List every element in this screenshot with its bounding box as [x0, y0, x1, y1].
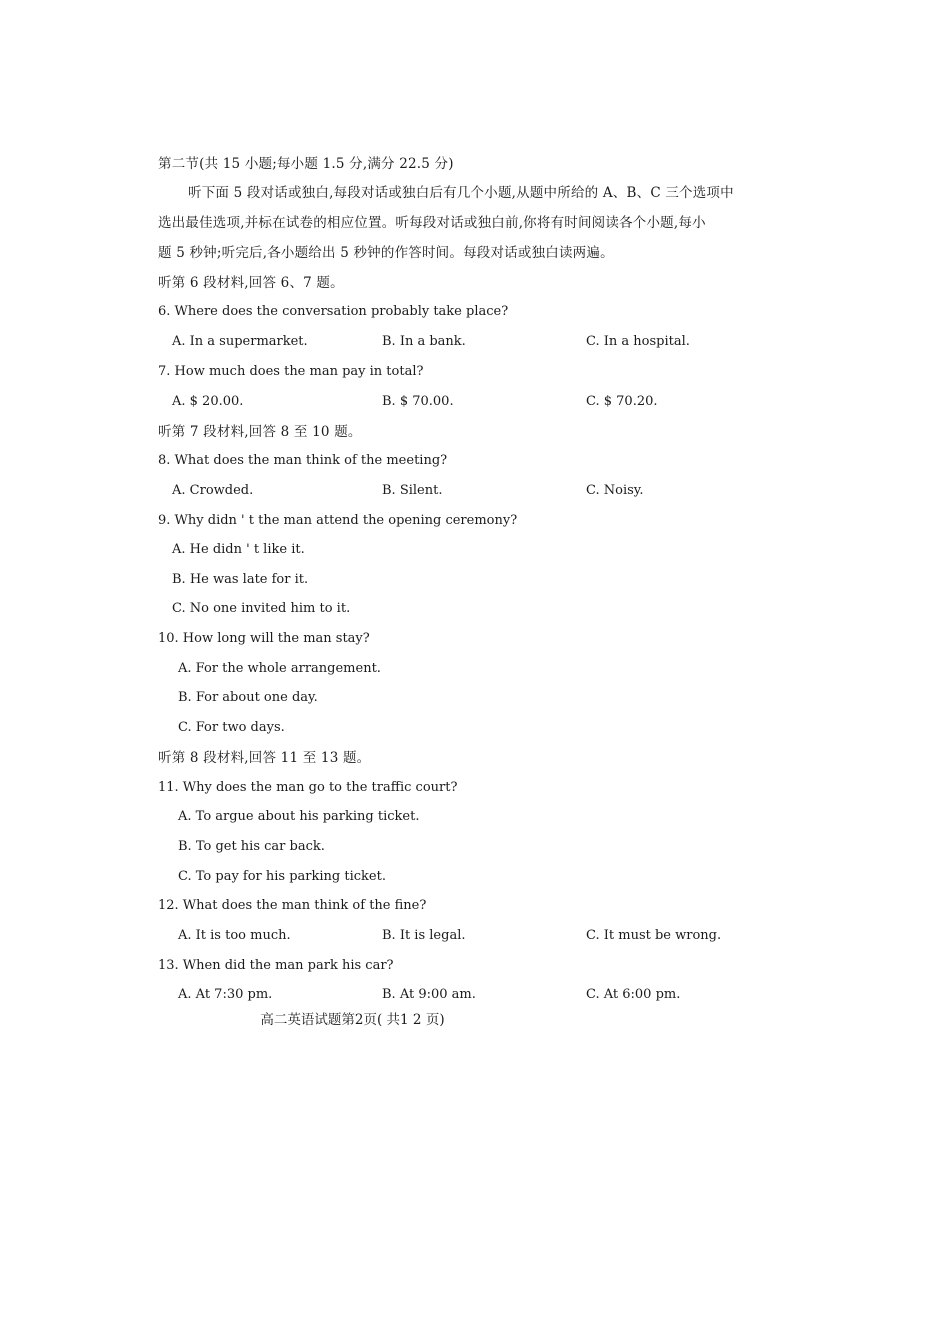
question-9-option-c: C. No one invited him to it.: [172, 601, 351, 616]
question-12-option-c: C. It must be wrong.: [586, 928, 722, 943]
question-stem-11: 11. Why does the man go to the traffic court?: [158, 780, 458, 795]
question-11-option-c: C. To pay for his parking ticket.: [178, 869, 386, 884]
question-stem-13: 13. When did the man park his car?: [158, 958, 394, 973]
group-heading-7: 听第 7 段材料,回答 8 至 10 题。: [158, 424, 362, 440]
question-8-option-b: B. Silent.: [382, 483, 443, 498]
question-stem-7: 7. How much does the man pay in total?: [158, 364, 424, 379]
question-13-option-c: C. At 6:00 pm.: [586, 987, 681, 1002]
question-stem-10: 10. How long will the man stay?: [158, 631, 370, 646]
section-heading: 第二节(共 15 小题;每小题 1.5 分,满分 22.5 分): [158, 156, 454, 172]
question-9-option-b: B. He was late for it.: [172, 572, 309, 587]
question-6-option-c: C. In a hospital.: [586, 334, 690, 349]
question-12-option-a: A. It is too much.: [178, 928, 291, 943]
question-8-option-c: C. Noisy.: [586, 483, 644, 498]
question-6-option-a: A. In a supermarket.: [172, 334, 308, 349]
question-stem-8: 8. What does the man think of the meeting?: [158, 453, 448, 468]
question-11-option-a: A. To argue about his parking ticket.: [178, 809, 420, 824]
question-13-option-a: A. At 7:30 pm.: [178, 987, 273, 1002]
question-6-option-b: B. In a bank.: [382, 334, 466, 349]
instructions-line-2: 选出最佳选项,并标在试卷的相应位置。听每段对话或独白前,你将有时间阅读各个小题,每小: [158, 215, 706, 231]
question-9-option-a: A. He didn ' t like it.: [172, 542, 305, 557]
question-stem-9: 9. Why didn ' t the man attend the opening ceremony?: [158, 513, 518, 528]
question-11-option-b: B. To get his car back.: [178, 839, 325, 854]
group-heading-6: 听第 6 段材料,回答 6、7 题。: [158, 275, 344, 291]
page-footer: 高二英语试题第2页( 共1 2 页): [260, 1012, 445, 1028]
question-12-option-b: B. It is legal.: [382, 928, 466, 943]
question-8-option-a: A. Crowded.: [172, 483, 254, 498]
question-7-option-b: B. $ 70.00.: [382, 394, 454, 409]
question-10-option-a: A. For the whole arrangement.: [178, 661, 381, 676]
question-7-option-c: C. $ 70.20.: [586, 394, 658, 409]
question-10-option-b: B. For about one day.: [178, 690, 318, 705]
question-10-option-c: C. For two days.: [178, 720, 285, 735]
question-stem-12: 12. What does the man think of the fine?: [158, 898, 427, 913]
instructions-line-1: 听下面 5 段对话或独白,每段对话或独白后有几个小题,从题中所给的 A、B、C 三个选项中: [188, 185, 734, 201]
question-7-option-a: A. $ 20.00.: [172, 394, 244, 409]
group-heading-8: 听第 8 段材料,回答 11 至 13 题。: [158, 750, 371, 766]
question-stem-6: 6. Where does the conversation probably take place?: [158, 304, 509, 319]
instructions-line-3: 题 5 秒钟;听完后,各小题给出 5 秒钟的作答时间。每段对话或独白读两遍。: [158, 245, 614, 261]
question-13-option-b: B. At 9:00 am.: [382, 987, 476, 1002]
